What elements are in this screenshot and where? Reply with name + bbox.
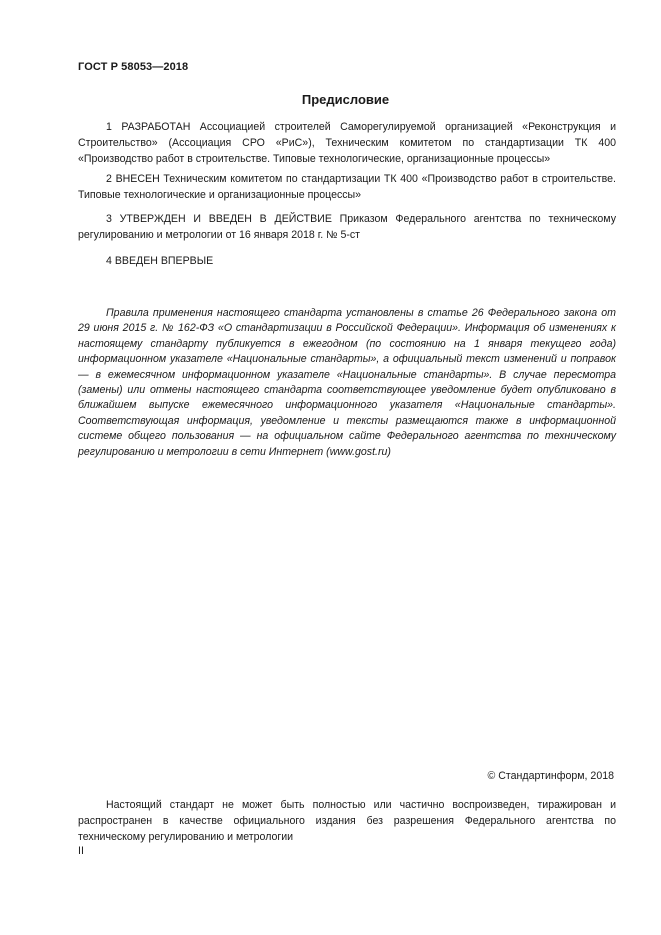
preface-item-3: 3 УТВЕРЖДЕН И ВВЕДЕН В ДЕЙСТВИЕ Приказом Федерального агентства по техническому регулированию и метрологии от 16 января 2018 г. № 5-ст: [78, 213, 616, 241]
standard-code-header: ГОСТ Р 58053—2018: [78, 61, 189, 73]
copyright-line: © Стандартинформ, 2018: [487, 770, 614, 782]
application-rules-notice: Правила применения настоящего стандарта установлены в статье 26 Федерального закона от 29 июня 2015 г. № 162-ФЗ «О стандартизации в Российской Федерации». Информация об изменениях к настоящему стандарту публикуется в ежегодном (по состоянию на 1 января текущего года) информационном указателе «Национальные стандарты», а официальный текст изменений и поправок — в ежемесячном информационном указателе «Национальные стандарты». В случае пересмотра (замены) или отмены настоящего стандарта соответствующее уведомление будет опубликовано в ближайшем выпуске ежемесячного информационного указателя «Национальные стандарты». Соответствующая информация, уведомление и тексты размещаются также в информационной системе общего пользования — на официальном сайте Федерального агентства по техническому регулированию и метрологии в сети Интернет (www.gost.ru): [78, 307, 616, 458]
preface-item-2: 2 ВНЕСЕН Техническим комитетом по стандартизации ТК 400 «Производство работ в строительстве. Типовые технологические и организационные процессы»: [78, 173, 616, 201]
reproduction-rights-notice: Настоящий стандарт не может быть полностью или частично воспроизведен, тиражирован и распространен в качестве официального издания без разрешения Федерального агентства по техническому регулированию и метрологии: [78, 799, 616, 843]
preface-item-4: 4 ВВЕДЕН ВПЕРВЫЕ: [106, 255, 214, 267]
preface-title: Предисловие: [301, 92, 390, 107]
preface-item-1: 1 РАЗРАБОТАН Ассоциацией строителей Саморегулируемой организацией «Реконструкция и Строительство» (Ассоциация СРО «РиС»), Техническим комитетом по стандартизации ТК 400 «Производство работ в строительстве. Типовые технологические, организационные процессы»: [78, 121, 616, 165]
page-number: II: [78, 845, 84, 857]
